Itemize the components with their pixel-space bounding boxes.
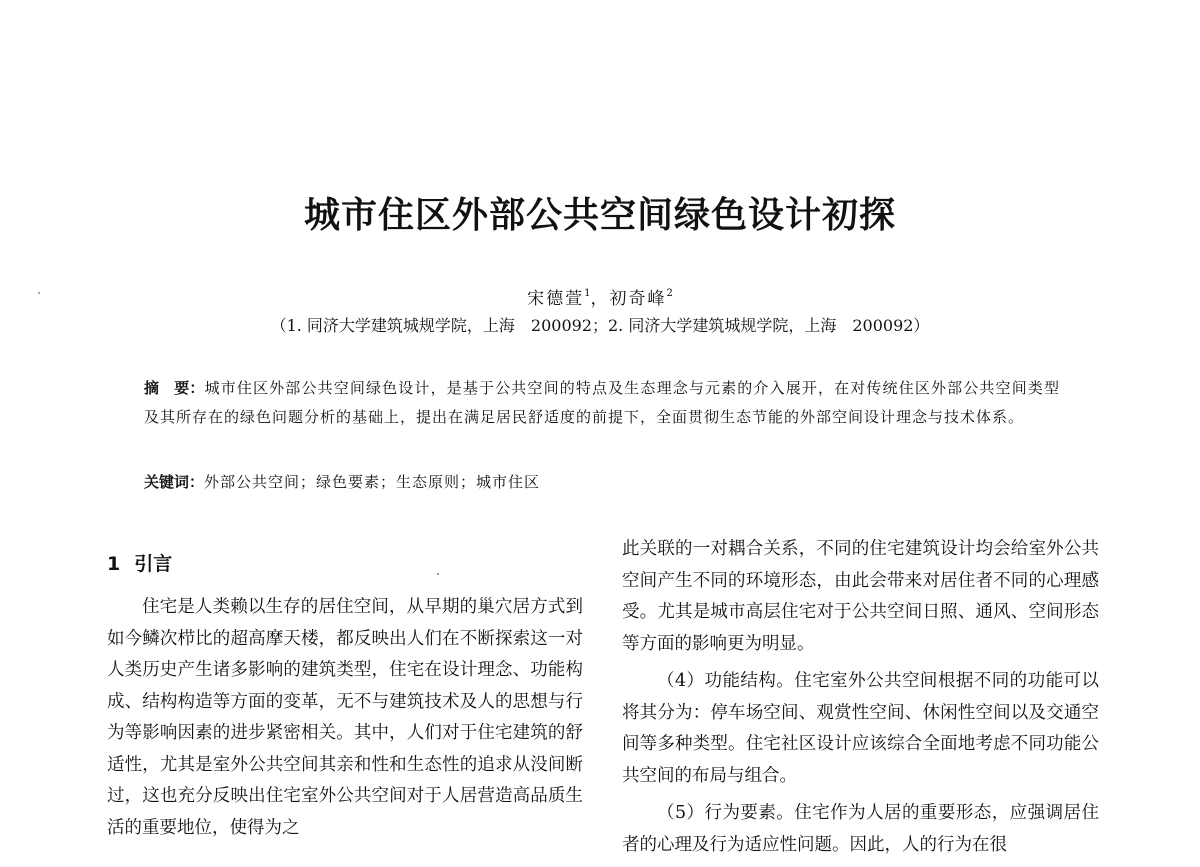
author-name: 宋德萱 bbox=[527, 289, 585, 309]
keywords bbox=[144, 468, 1060, 497]
affiliation-mark: 2 bbox=[666, 288, 673, 299]
section-title: 引言 bbox=[134, 553, 173, 575]
keywords-text: 外部公共空间；绿色要素；生态原则；城市住区 bbox=[204, 473, 541, 491]
body-paragraph: 住宅是人类赖以生存的居住空间，从早期的巢穴居方式到如今鳞次栉比的超高摩天楼，都反映出人们在不断探索这一对人类历史产生诸多影响的建筑类型，住宅在设计理念、功能构成、结构构造等方面的变革，无不与建筑技术及人的思想与行为等影响因素的进步紧密相关。其中，人们对于住宅建筑的舒适性，尤其是室外公共空间其亲和性和生态性的追求从没间断过，这也充分反映出住宅室外公共空间对于人居营造高品质生活的重要地位，使得为之 bbox=[107, 597, 583, 838]
body-paragraph: （4）功能结构。住宅室外公共空间根据不同的功能可以将其分为：停车场空间、观赏性空间、休闲性空间以及交通空间等多种类型。住宅社区设计应该综合全面地考虑不同功能公共空间的布局与组合。 bbox=[622, 671, 1099, 786]
body-paragraph: 此关联的一对耦合关系，不同的住宅建筑设计均会给室外公共空间产生不同的环境形态，由此会带来对居住者不同的心理感受。尤其是城市高层住宅对于公共空间日照、通风、空间形态等方面的影响更为明显。 bbox=[622, 539, 1099, 654]
scan-speck bbox=[38, 292, 40, 294]
section-number: 1 bbox=[107, 553, 121, 575]
author-line bbox=[0, 282, 1200, 311]
abstract-text: 城市住区外部公共空间绿色设计，是基于公共空间的特点及生态理念与元素的介入展开，在对传统住区外部公共空间类型及其所存在的绿色问题分析的基础上，提出在满足居民舒适度的前提下，全面贯彻生态节能的外部空间设计理念与技术体系。 bbox=[144, 379, 1060, 426]
author-separator: ， bbox=[590, 289, 610, 309]
keywords-label: 关键词： bbox=[144, 473, 205, 491]
paper-title: 城市住区外部公共空间绿色设计初探 bbox=[303, 195, 896, 236]
abstract-label: 摘 要： bbox=[144, 379, 205, 397]
author-name: 初奇峰 bbox=[609, 289, 667, 309]
left-column bbox=[107, 548, 583, 850]
right-column bbox=[622, 534, 1099, 867]
section-heading bbox=[107, 548, 583, 580]
affiliations: （1. 同济大学建筑城规学院，上海 200092；2. 同济大学建筑城规学院，上海 200092） bbox=[270, 316, 930, 335]
affiliation-mark: 1 bbox=[584, 288, 591, 299]
abstract bbox=[144, 374, 1060, 432]
body-paragraph: （5）行为要素。住宅作为人居的重要形态，应强调居住者的心理及行为适应性问题。因此，人的行为在很 bbox=[622, 803, 1099, 855]
